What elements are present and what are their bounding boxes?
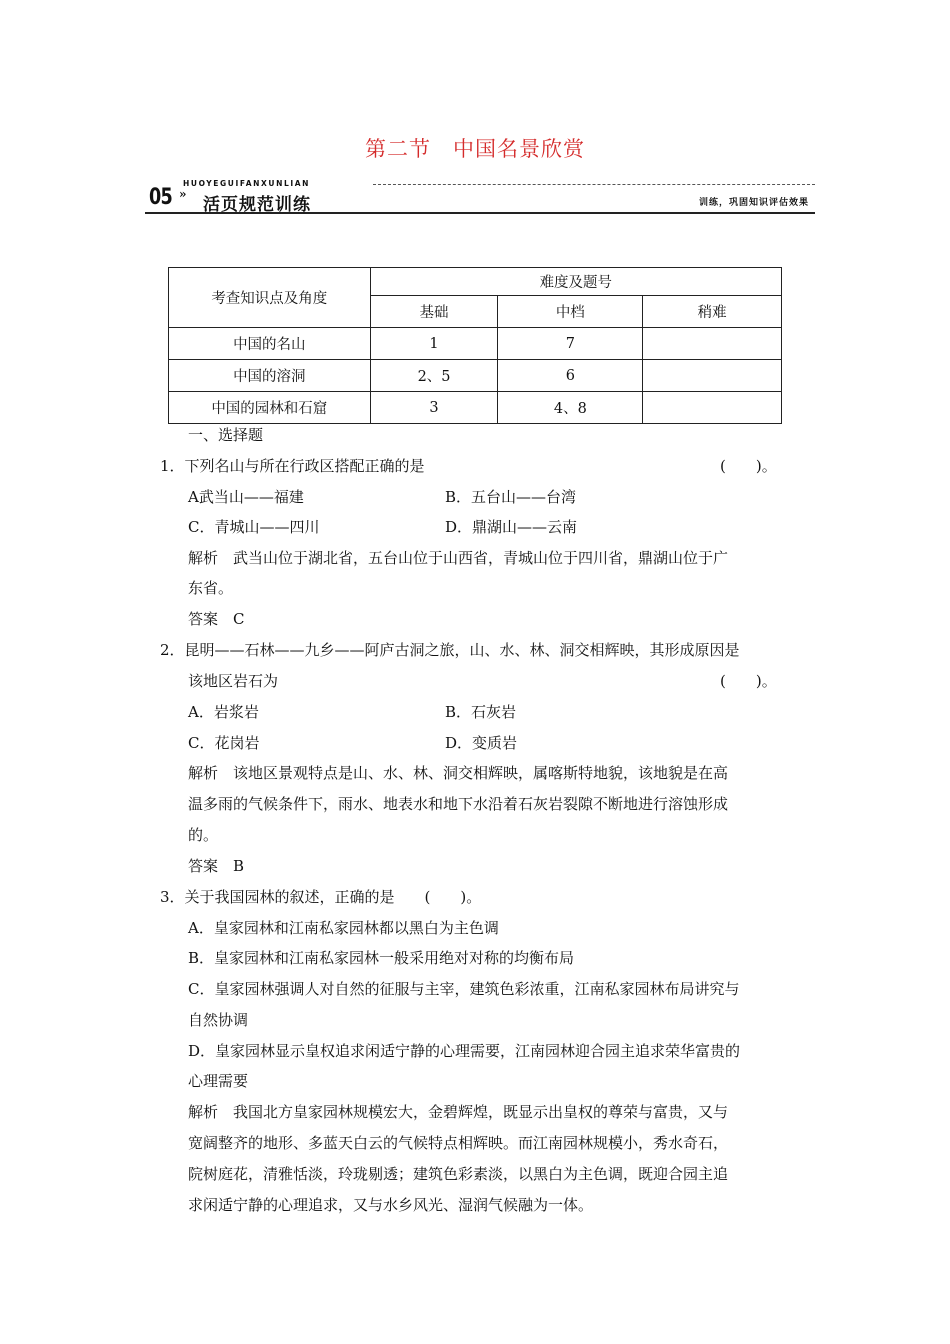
table-cell: 7 [498,328,643,360]
q1-answer: 答案 C [188,610,245,628]
banner-rule [145,212,815,214]
q1-analysis: 东省。 [188,579,234,597]
table-cell [643,328,782,360]
q3-analysis: 求闲适宁静的心理追求，又与水乡风光、湿润气候融为一体。 [188,1196,594,1214]
knowledge-table [168,267,782,424]
q3-option-b: B．皇家园林和江南私家园林一般采用绝对对称的均衡布局 [188,949,575,967]
table-cell: 1 [370,328,498,360]
q2-option-b: B．石灰岩 [445,703,517,721]
q3-option-c: 自然协调 [188,1011,249,1029]
page-title: 第二节 中国名景欣赏 [365,137,585,161]
q3-option-d: 心理需要 [188,1072,249,1090]
q2-analysis: 解析 该地区景观特点是山、水、林、洞交相辉映，属喀斯特地貌，该地貌是在高 [188,764,729,782]
banner-slogan: 训练，巩固知识评估效果 [698,198,809,208]
q1-analysis: 解析 武当山位于湖北省，五台山位于山西省，青城山位于四川省，鼎湖山位于广 [188,549,729,567]
table-cell: 中国的名山 [169,328,371,360]
q2-analysis: 的。 [188,826,219,844]
table-cell: 6 [498,360,643,392]
q3-analysis: 院树庭花，清雅恬淡，玲珑剔透；建筑色彩素淡，以黑白为主色调，既迎合园主追 [188,1165,729,1183]
banner-pinyin: HUOYEGUIFANXUNLIAN [183,179,311,188]
table-cell: 3 [370,392,498,424]
section-heading: 一、选择题 [188,426,264,444]
q3-option-a: A．皇家园林和江南私家园林都以黑白为主色调 [188,919,499,937]
table-cell: 中国的溶洞 [169,360,371,392]
q1-option-b: B．五台山——台湾 [445,488,577,506]
table-cell: 中国的园林和石窟 [169,392,371,424]
q2-bracket: ( )。 [720,672,777,690]
q1-option-c: C．青城山——四川 [188,518,320,536]
q2-option-d: D．变质岩 [445,734,518,752]
q3-analysis: 宽阔整齐的地形、多蓝天白云的气候特点相辉映。而江南园林规模小，秀水奇石， [188,1134,729,1152]
table-header-level: 稍难 [643,296,782,328]
table-header-level: 中档 [498,296,643,328]
table-row [169,360,782,392]
table-cell [643,360,782,392]
table-cell: 2、5 [370,360,498,392]
q3-option-d: D．皇家园林显示皇权追求闲适宁静的心理需要，江南园林迎合园主追求荣华富贵的 [188,1042,741,1060]
q2-option-c: C．花岗岩 [188,734,260,752]
q1-bracket: ( )。 [720,457,777,475]
q3-option-c: C．皇家园林强调人对自然的征服与主宰，建筑色彩浓重，江南私家园林布局讲究与 [188,980,740,998]
q2-answer: 答案 B [188,857,245,875]
table-header-group: 难度及题号 [370,268,781,296]
banner-name: 活页规范训练 [203,195,311,215]
table-row [169,328,782,360]
table-cell [643,392,782,424]
banner-dashed-line [373,184,815,185]
q1-option-d: D．鼎湖山——云南 [445,518,578,536]
double-chevron-icon: » [179,187,187,201]
q1-stem: 1．下列名山与所在行政区搭配正确的是 [160,457,425,475]
q3-stem: 3．关于我国园林的叙述，正确的是 ( )。 [160,888,482,906]
q3-analysis: 解析 我国北方皇家园林规模宏大，金碧辉煌，既显示出皇权的尊荣与富贵，又与 [188,1103,729,1121]
banner-number: 05 [149,185,172,210]
q2-analysis: 温多雨的气候条件下，雨水、地表水和地下水沿着石灰岩裂隙不断地进行溶蚀形成 [188,795,729,813]
q2-stem: 2．昆明——石林——九乡——阿庐古洞之旅，山、水、林、洞交相辉映，其形成原因是 [160,641,740,659]
table-header-level: 基础 [370,296,498,328]
section-banner [145,179,815,215]
table-cell: 4、8 [498,392,643,424]
table-row [169,392,782,424]
q2-option-a: A．岩浆岩 [188,703,259,721]
table-header-topic: 考查知识点及角度 [169,268,371,328]
q1-option-a: A武当山——福建 [188,488,304,506]
q2-stem: 该地区岩石为 [188,672,279,690]
